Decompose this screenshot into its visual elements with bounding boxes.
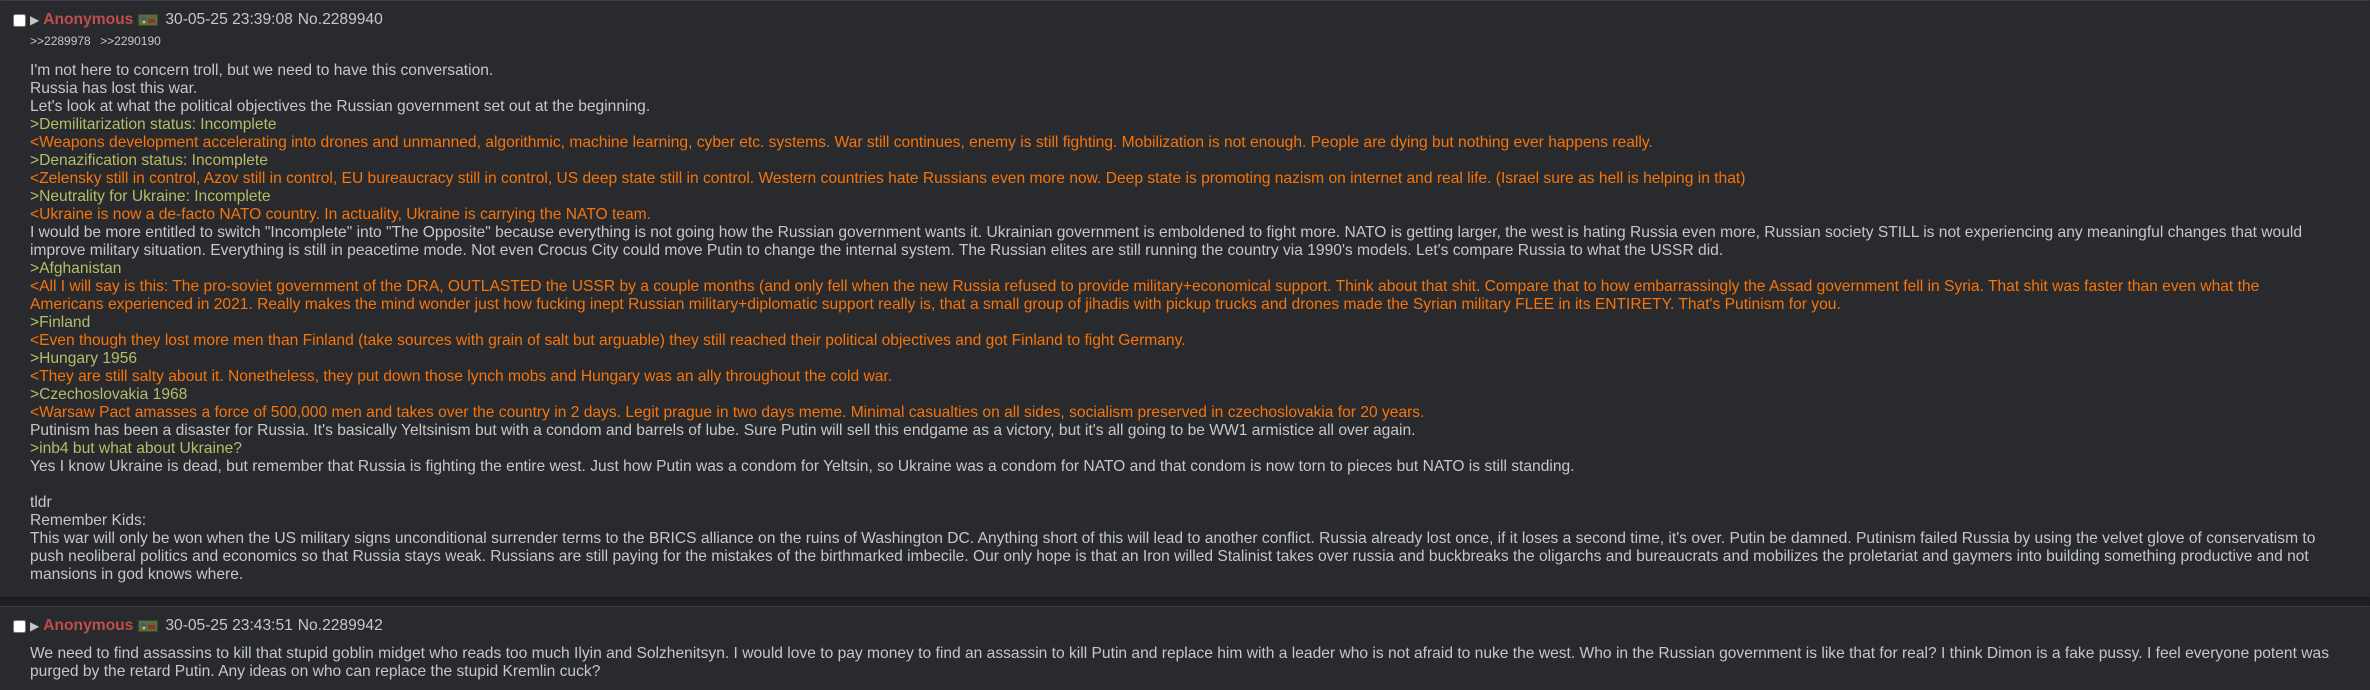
backlinks [30, 34, 167, 48]
post-info [13, 10, 383, 30]
greentext-line: >Demilitarization status: Incomplete [30, 116, 277, 133]
orangetext-line: <Even though they lost more men than Finland (take sources with grain of salt but arguable) they still reached their political objectives and got Finland to fight Germany. [30, 332, 1186, 349]
text-line: This war will only be won when the US military signs unconditional surrender terms to the BRICS alliance on the ruins of Washington DC. Anything short of this will lead to another conflict. Russia already lost once, if it loses a second time, it's over. Putin be damned. Putinism failed Russia by using the velvet glove of conservatism to push neoliberal politics and economics so that Russia stays weak. Russians are still paying for the mistakes of the birthmarked imbecile. Our only hope is that an Iron willed Stalinist takes over russia and buckbreaks the oligarchs and bureaucrats and mobilizes the proletariat and gaymers into building something productive and not mansions in god knows where. [30, 530, 2320, 583]
orangetext-line: <Weapons development accelerating into drones and unmanned, algorithmic, machine learning, cyber etc. systems. War still continues, enemy is still fighting. Mobilization is not enough. People are dying but nothing ever happens really. [30, 134, 1653, 151]
greentext-line: >Neutrality for Ukraine: Incomplete [30, 188, 271, 205]
post-date: 30-05-25 23:43:51 [165, 617, 293, 634]
post-select-checkbox[interactable] [13, 620, 26, 633]
greentext-line: >Czechoslovakia 1968 [30, 386, 188, 403]
post-message [30, 62, 2329, 584]
text-line: We need to find assassins to kill that stupid goblin midget who reads too much Ilyin and Solzhenitsyn. I would love to pay money to find an assassin to kill Putin and replace him with a leader who is not afraid to nuke the west. Who in the Russian government is like that for real? I think Dimon is a fake pussy. I feel everyone potent was purged by the retard Putin. Any ideas on who can replace the stupid Kremlin cuck? [30, 645, 2334, 680]
poster-name: Anonymous [43, 11, 134, 28]
post-select-checkbox[interactable] [13, 14, 26, 27]
post-date: 30-05-25 23:39:08 [165, 11, 293, 28]
backlink[interactable]: >>2290190 [100, 34, 161, 48]
orangetext-line: <Warsaw Pact amasses a force of 500,000 men and takes over the country in 2 days. Legit prague in two days meme. Minimal casualties on all sides, socialism preserved in czechoslovakia for 20 years. [30, 404, 1425, 421]
greentext-line: >Denazification status: Incomplete [30, 152, 268, 169]
post-number[interactable]: No.2289940 [297, 11, 383, 28]
orangetext-line: <Zelensky still in control, Azov still in control, EU bureaucracy still in control, US deep state still in control. Western countries hate Russians even more now. Deep state is promoting nazism on internet and real life. (Israel sure as hell is helping in that) [30, 170, 1746, 187]
poster-name: Anonymous [43, 617, 134, 634]
text-line: Putinism has been a disaster for Russia. It's basically Yeltsinism but with a condom and barrels of lube. Sure Putin will sell this endgame as a victory, but it's all going to be WW1 armistice all over again. [30, 422, 1416, 439]
backlink[interactable]: >>2289978 [30, 34, 91, 48]
post-info [13, 616, 383, 636]
text-line: Yes I know Ukraine is dead, but remember that Russia is fighting the entire west. Just how Putin was a condom for Yeltsin, so Ukraine was a condom for NATO and that condom is now torn to pieces but NATO is still standing. [30, 458, 1575, 475]
greentext-line: >inb4 but what about Ukraine? [30, 440, 242, 457]
text-line: tldr [30, 494, 52, 511]
greentext-line: >Finland [30, 314, 91, 331]
post-menu-arrow-icon[interactable]: ▶ [30, 13, 40, 27]
flag-icon [138, 14, 158, 26]
post-menu-arrow-icon[interactable]: ▶ [30, 619, 40, 633]
greentext-line: >Hungary 1956 [30, 350, 138, 367]
orangetext-line: <They are still salty about it. Nonetheless, they put down those lynch mobs and Hungary was an ally throughout the cold war. [30, 368, 893, 385]
text-line: I'm not here to concern troll, but we need to have this conversation. [30, 62, 494, 79]
text-line: Russia has lost this war. [30, 80, 198, 97]
post [0, 606, 2370, 690]
orangetext-line: <All I will say is this: The pro-soviet government of the DRA, OUTLASTED the USSR by a couple months (and only fell when the new Russia refused to provide military+economical support. Think about that shit. Compare that to how embarrassingly the Assad government fell in Syria. That shit was faster than even what the Americans experienced in 2021. Really makes the mind wonder just how fucking inept Russian military+diplomatic support really is, that a small group of jihadis with pickup trucks and drones made the Syrian military FLEE in its ENTIRETY. That's Putinism for you. [30, 278, 2263, 313]
greentext-line: >Afghanistan [30, 260, 122, 277]
post-message [30, 645, 2334, 681]
orangetext-line: <Ukraine is now a de-facto NATO country. In actuality, Ukraine is carrying the NATO team. [30, 206, 651, 223]
text-line: Remember Kids: [30, 512, 147, 529]
flag-icon [138, 620, 158, 632]
blank-line [30, 476, 2329, 494]
post-number[interactable]: No.2289942 [297, 617, 383, 634]
text-line: I would be more entitled to switch "Incomplete" into "The Opposite" because everything is not going how the Russian government wants it. Ukrainian government is emboldened to fight more. NATO is getting larger, the west is hating Russia even more, Russian society STILL is not experiencing any meaningful changes that would improve military situation. Everything is still in peacetime mode. Not even Crocus City could move Putin to change the internal system. The Russian elites are still running the country via 1990's models. Let's compare Russia to what the USSR did. [30, 224, 2307, 259]
text-line: Let's look at what the political objectives the Russian government set out at the beginning. [30, 98, 651, 115]
